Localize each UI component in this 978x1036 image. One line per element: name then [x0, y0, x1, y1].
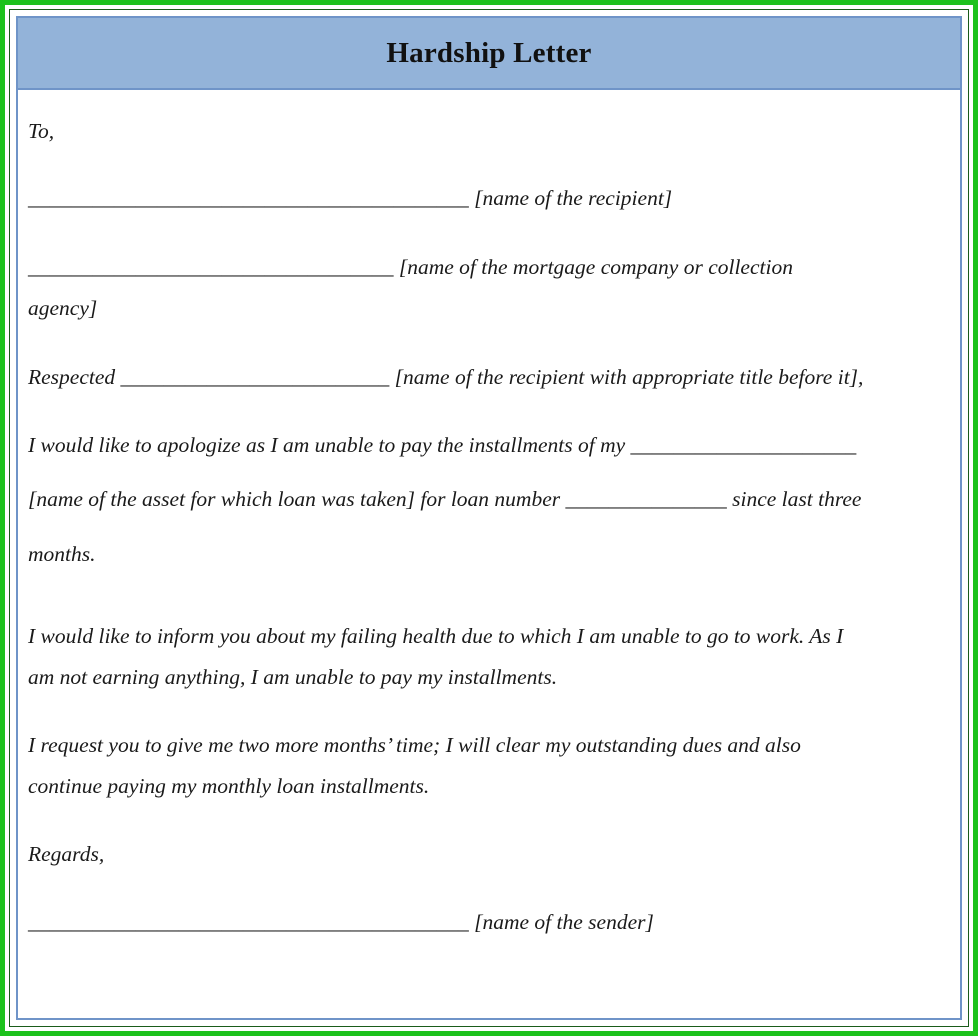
recipient-name-line: _________________________________________ [name of the recipient] — [28, 186, 673, 210]
salutation-to: To, — [28, 119, 55, 143]
request-paragraph-line-1: I request you to give me two more months’ time; I will clear my outstanding dues and also — [28, 733, 801, 757]
company-name-line-cont: agency] — [28, 296, 98, 320]
respected-line: Respected _________________________ [name of the recipient with appropriate title before it], — [28, 365, 864, 389]
letter-header — [18, 18, 960, 90]
request-paragraph-line-2: continue paying my monthly loan installments. — [28, 774, 430, 798]
letter-title: Hardship Letter — [386, 36, 592, 69]
sender-name-line: _________________________________________ [name of the sender] — [28, 910, 654, 934]
apology-paragraph-line-3: months. — [28, 542, 96, 566]
apology-paragraph-line-1: I would like to apologize as I am unable to pay the installments of my _____________________ — [28, 433, 857, 457]
closing-regards: Regards, — [28, 842, 105, 866]
inform-paragraph-line-1: I would like to inform you about my failing health due to which I am unable to go to work. As I — [28, 624, 844, 648]
apology-paragraph-line-2: [name of the asset for which loan was taken] for loan number _______________ since last three — [28, 487, 862, 511]
letter-document — [16, 16, 962, 1020]
inform-paragraph-line-2: am not earning anything, I am unable to pay my installments. — [28, 665, 558, 689]
company-name-line: __________________________________ [name of the mortgage company or collection — [28, 255, 793, 279]
